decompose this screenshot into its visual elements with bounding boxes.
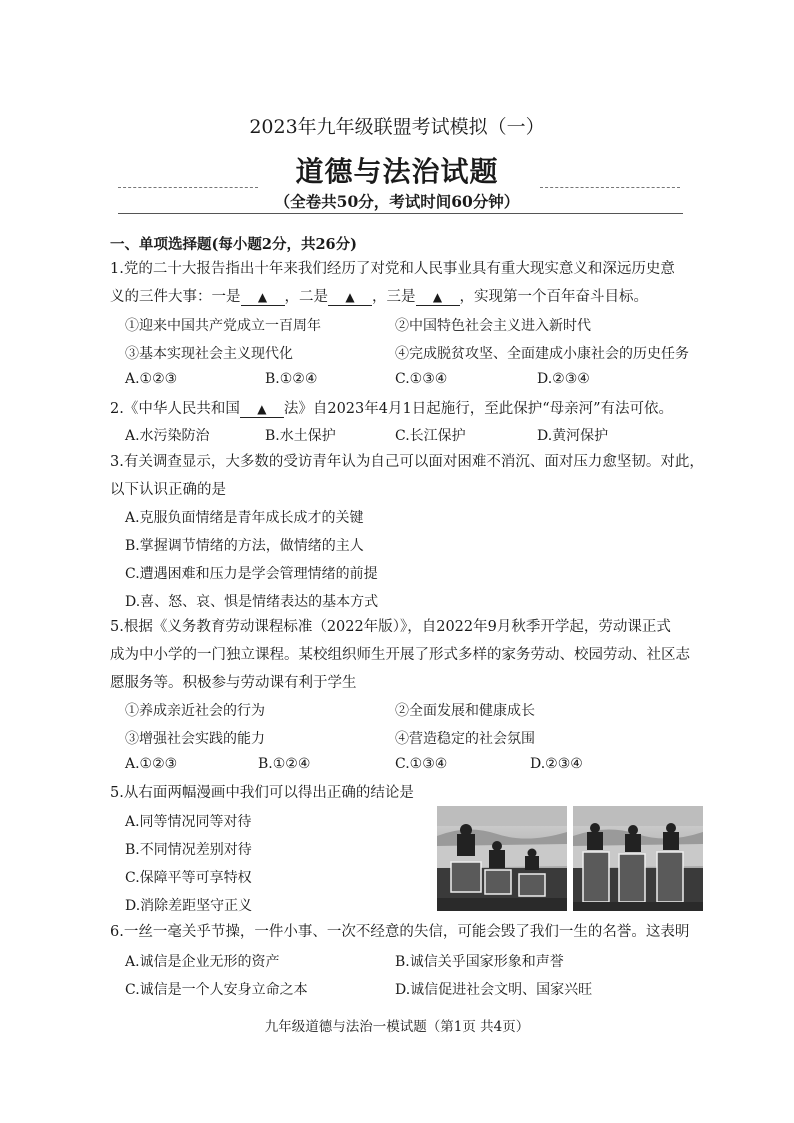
cartoon-panel-2 [573,806,703,911]
q1-option-c: C.①③④ [395,371,448,387]
cartoon-panel-1 [437,806,567,911]
q1-option-a: A.①②③ [125,371,178,387]
q5-option-c: C.保障平等可享特权 [125,870,252,886]
q5-option-d: D.消除差距坚守正义 [125,898,253,914]
q6-option-d: D.诚信促进社会文明、国家兴旺 [395,982,593,998]
q1-option-d: D.②③④ [537,371,590,387]
q6-option-c: C.诚信是一个人安身立命之本 [125,982,308,998]
q1-stem-part-a: 义的三件大事：一是 [110,289,241,305]
page-footer: 九年级道德与法治一模试题（第1页 共4页） [264,1019,530,1035]
exam-subtitle: （全卷共50分，考试时间60分钟） [274,192,520,211]
q6-stem: 6.一丝一毫关乎节操，一件小事、一次不经意的失信，可能会毁了我们一生的名誉。这表明 [110,924,690,940]
q3-stem-line1: 3.有关调查显示，大多数的受访青年认为自己可以面对困难不消沉、面对压力愈坚韧。对此， [110,454,704,470]
q1-option-b: B.①②④ [265,371,318,387]
q1-blank-3: ▲ [416,289,460,306]
q4-statement-4: ④营造稳定的社会氛围 [395,731,535,747]
q2-stem [110,396,673,422]
q1-statement-3: ③基本实现社会主义现代化 [125,346,293,362]
q5-cartoon-image [437,806,703,911]
q1-stem-line2 [110,284,648,310]
q1-blank-2: ▲ [328,289,372,306]
q4-option-c: C.①③④ [395,756,448,772]
q3-stem-line2: 以下认识正确的是 [110,482,226,498]
q3-option-d: D.喜、怒、哀、惧是情绪表达的基本方式 [125,594,379,610]
q4-statement-3: ③增强社会实践的能力 [125,731,265,747]
q4-stem-line1: 5.根据《义务教育劳动课程标准（2022年版）》，自2022年9月秋季开学起，劳动课正式 [110,619,671,635]
section-heading: 一、单项选择题(每小题2分，共26分) [110,236,357,253]
header-divider [118,213,683,214]
q1-statement-2: ②中国特色社会主义进入新时代 [395,318,591,334]
q4-statement-2: ②全面发展和健康成长 [395,703,535,719]
q3-option-b: B.掌握调节情绪的方法，做情绪的主人 [125,538,364,554]
q4-option-a: A.①②③ [125,756,178,772]
q2-stem-part-b: 法》自2023年4月1日起施行，至此保护“母亲河”有法可依。 [283,401,674,417]
q4-stem-line3: 愿服务等。积极参与劳动课有利于学生 [110,675,357,691]
q1-stem-line1: 1.党的二十大报告指出十年来我们经历了对党和人民事业具有重大现实意义和深远历史意 [110,261,675,277]
q2-blank: ▲ [240,401,284,418]
subject-title: 道德与法治试题 [295,155,499,188]
q1-blank-1: ▲ [241,289,285,306]
q6-option-a: A.诚信是企业无形的资产 [125,954,280,970]
q2-option-d: D.黄河保护 [537,428,609,444]
header-rule-left [118,187,258,188]
q1-stem-part-d: ，实现第一个百年奋斗目标。 [459,289,648,305]
q5-option-b: B.不同情况差别对待 [125,842,252,858]
q5-stem: 5.从右面两幅漫画中我们可以得出正确的结论是 [110,785,414,801]
q4-statement-1: ①养成亲近社会的行为 [125,703,265,719]
q1-statement-4: ④完成脱贫攻坚、全面建成小康社会的历史任务 [395,346,689,362]
q1-stem-part-c: ，三是 [372,289,416,305]
header-rule-right [540,187,680,188]
q2-stem-part-a: 2.《中华人民共和国 [110,401,240,417]
exam-title: 2023年九年级联盟考试模拟（一） [249,116,545,138]
q5-option-a: A.同等情况同等对待 [125,814,252,830]
q2-option-c: C.长江保护 [395,428,466,444]
q4-option-d: D.②③④ [530,756,583,772]
q3-option-a: A.克服负面情绪是青年成长成才的关键 [125,510,364,526]
q4-stem-line2: 成为中小学的一门独立课程。某校组织师生开展了形式多样的家务劳动、校园劳动、社区志 [110,647,690,663]
q1-stem-part-b: ，二是 [284,289,328,305]
q2-option-a: A.水污染防治 [125,428,210,444]
q6-option-b: B.诚信关乎国家形象和声誉 [395,954,564,970]
q1-statement-1: ①迎来中国共产党成立一百周年 [125,318,321,334]
q3-option-c: C.遭遇困难和压力是学会管理情绪的前提 [125,566,378,582]
q2-option-b: B.水土保护 [265,428,336,444]
q4-option-b: B.①②④ [258,756,311,772]
